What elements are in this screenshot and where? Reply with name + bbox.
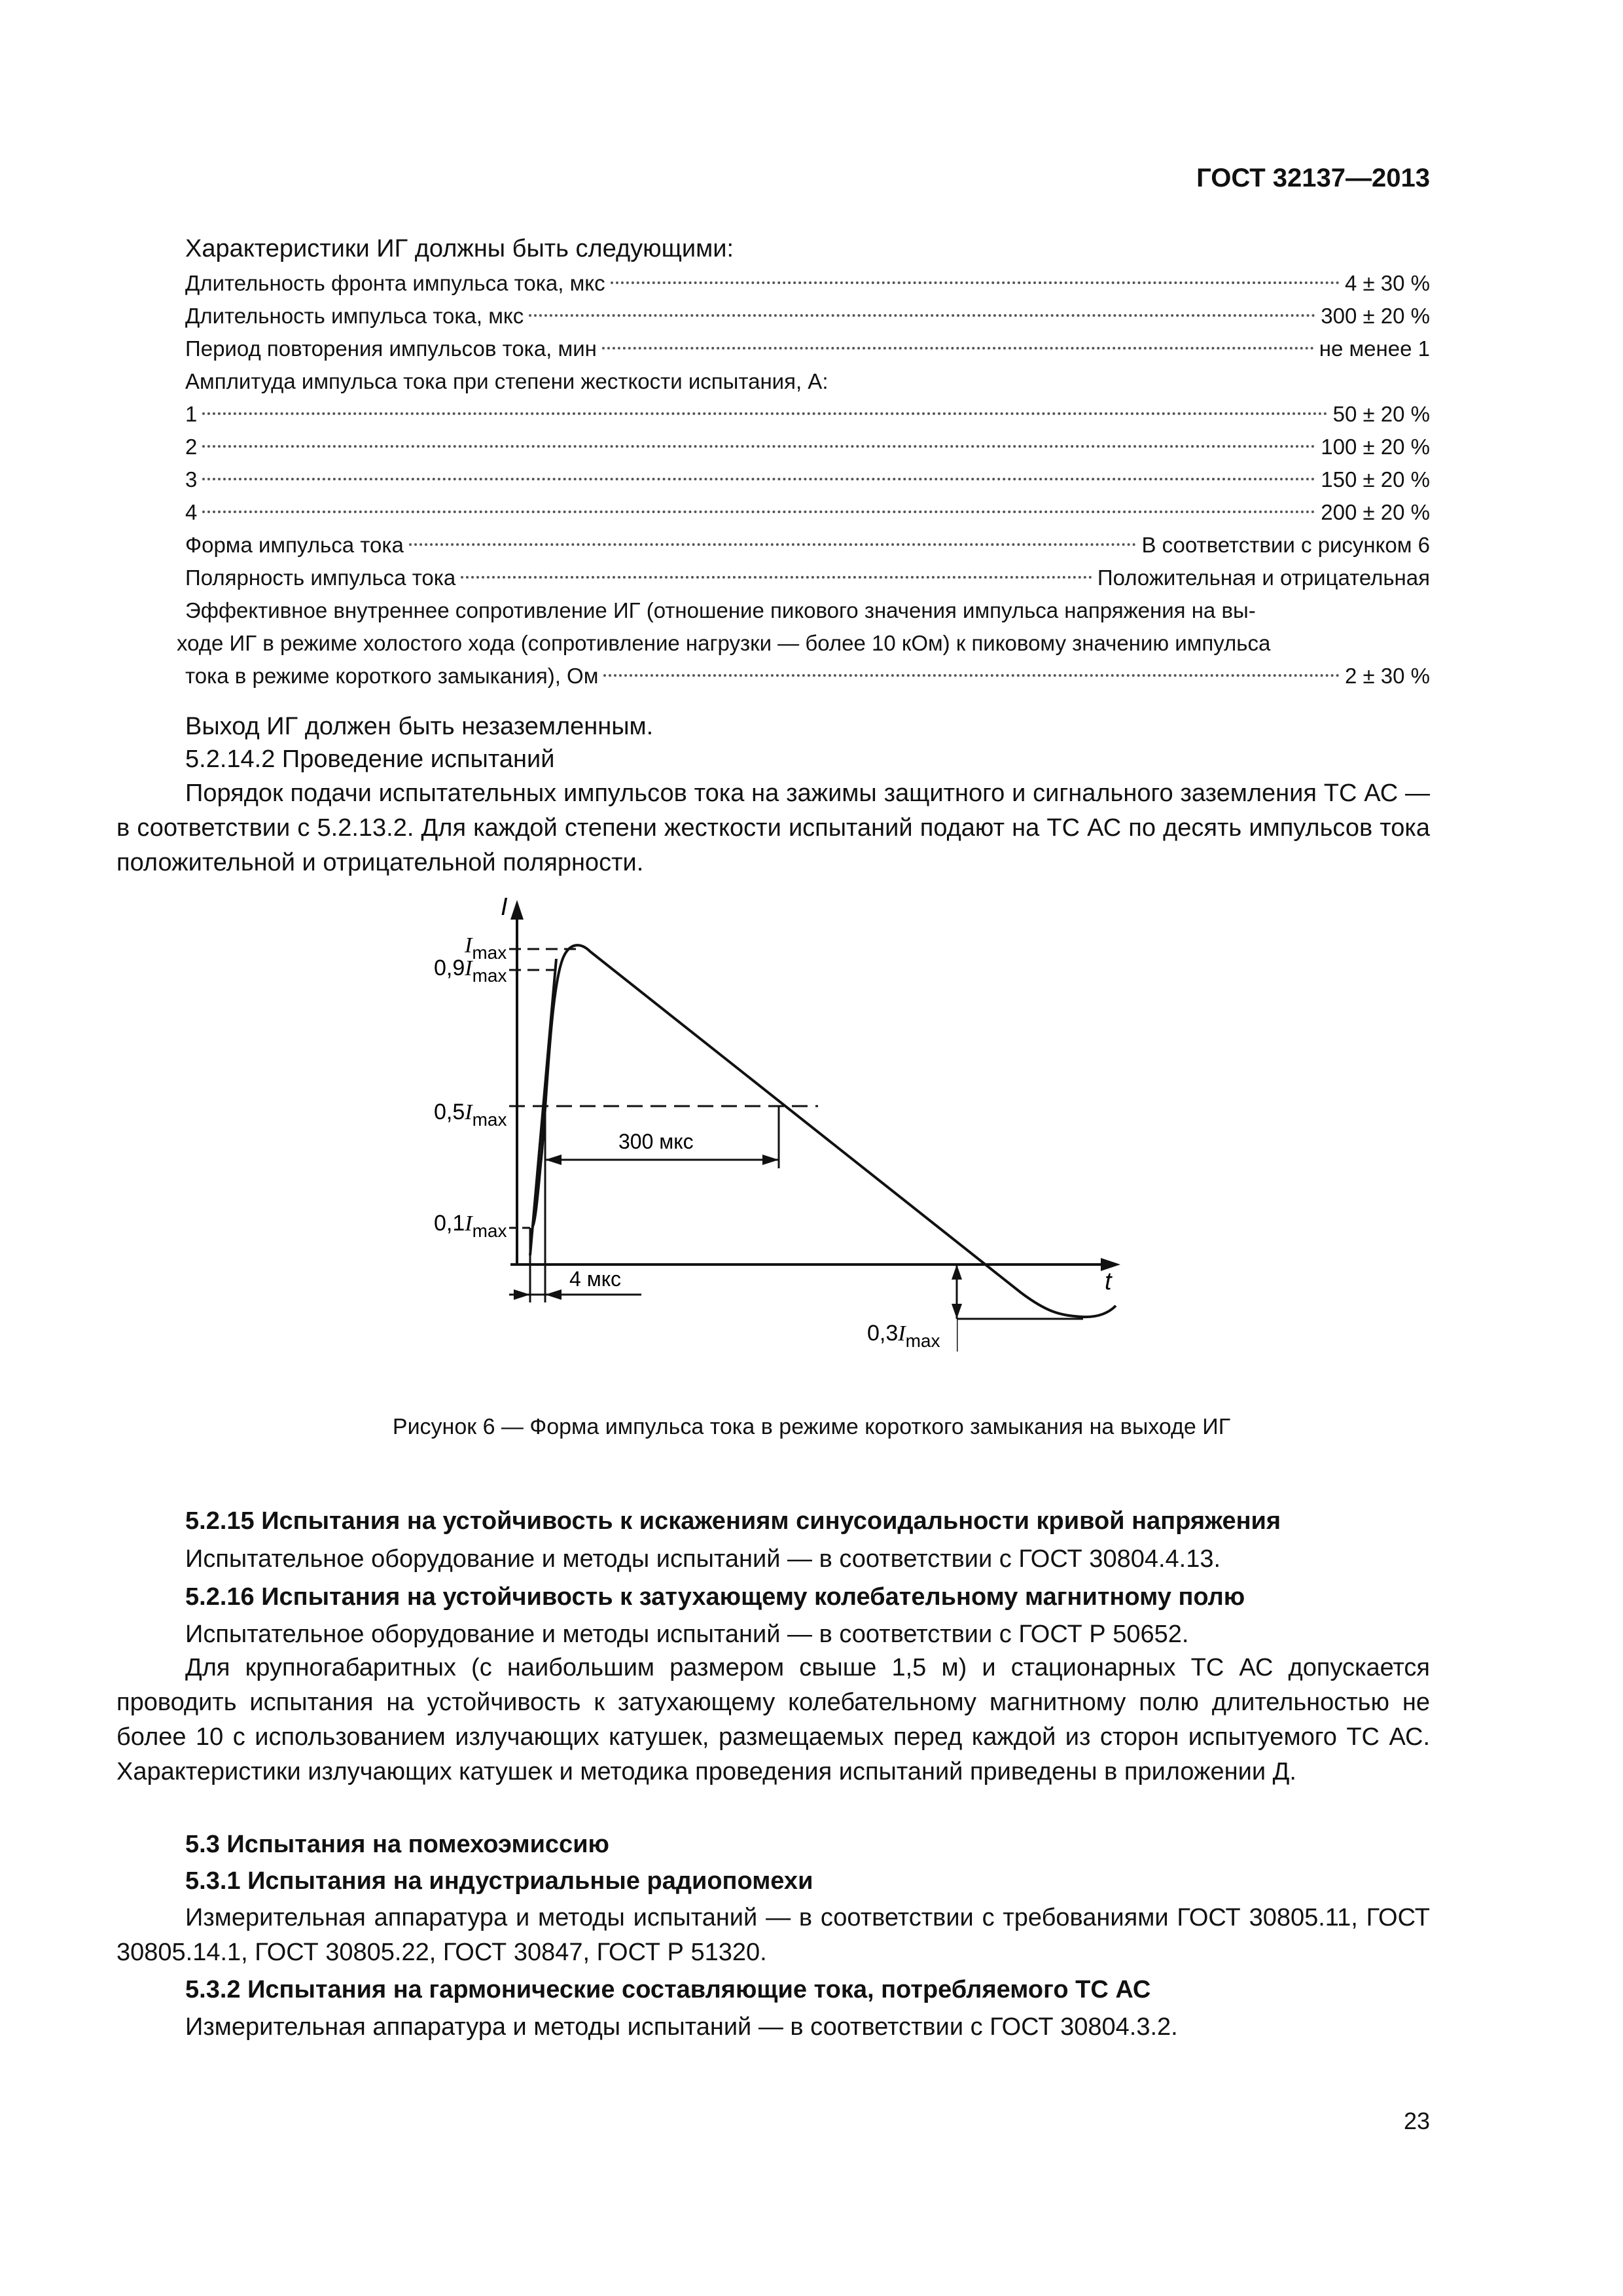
01-imax-label: $0,1I_{max}$ xyxy=(434,1211,507,1241)
section-5-2-16-paragraph: Для крупногабаритных (с наибольшим размером свыше 1,5 м) и стационарных ТС АС допускается проводить испытания на устойчивость к затухающему колебательному магнитному полю длительностью не более 10 с использованием излучающих катушек, размещаемых перед каждой из сторон испытуемого ТС АС. Характеристики излучающих катушек и методика проведения испытаний приведены в приложении Д. xyxy=(116,1654,1430,1785)
03-imax-label: $0,3I_{max}$ xyxy=(867,1321,940,1351)
spec-value: 2 ± 30 % xyxy=(1344,664,1430,688)
level-value: 100 ± 20 % xyxy=(1321,435,1430,459)
section-5-2-15-text: Испытательное оборудование и методы испытаний — в соответствии с ГОСТ 30804.4.13. xyxy=(185,1545,1221,1573)
05-imax-label: $0,5I_{max}$ xyxy=(434,1100,507,1130)
spec-label: Полярность импульса тока xyxy=(185,565,456,590)
resistance-line-2: ходе ИГ в режиме холостого хода (сопротивление нагрузки — более 10 кОм) к пиковому значению импульса xyxy=(177,631,1271,655)
03-arrow-up xyxy=(952,1265,962,1280)
spec-value: Положительная и отрицательная xyxy=(1097,565,1430,590)
level-label: 2 xyxy=(185,435,198,459)
09-imax-label: $0,9I_{max}$ xyxy=(434,956,507,986)
4us-arrow-left xyxy=(514,1289,530,1300)
level-value: 150 ± 20 % xyxy=(1321,467,1430,492)
spec-label: Длительность импульса тока, мкс xyxy=(185,304,524,328)
section-5-3-2-title: 5.3.2 Испытания на гармонические составляющие тока, потребляемого ТС АС xyxy=(185,1976,1151,2003)
300us-label: 300 мкс xyxy=(618,1130,694,1153)
spec-label: тока в режиме короткого замыкания), Ом xyxy=(185,664,599,688)
page-number: 23 xyxy=(1403,2108,1430,2134)
level-label: 1 xyxy=(185,402,198,426)
section-5-2-14-2: 5.2.14.2 Проведение испытаний xyxy=(185,745,555,773)
document-code: ГОСТ 32137—2013 xyxy=(1196,164,1430,192)
level-value: 50 ± 20 % xyxy=(1332,402,1430,426)
resistance-line-1: Эффективное внутреннее сопротивление ИГ (отношение пикового значения импульса напряжения на вы- xyxy=(185,598,1256,622)
spec-label: Форма импульса тока xyxy=(185,533,404,557)
300us-arrow-right xyxy=(762,1155,779,1165)
level-label: 4 xyxy=(185,500,198,524)
section-5-3-2-text: Измерительная аппаратура и методы испытаний — в соответствии с ГОСТ 30804.3.2. xyxy=(185,2013,1178,2041)
level-label: 3 xyxy=(185,467,198,492)
section-5-2-16-title: 5.2.16 Испытания на устойчивость к затухающему колебательному магнитному полю xyxy=(185,1583,1245,1611)
03-arrow-down xyxy=(952,1304,962,1319)
spec-value: не менее 1 xyxy=(1319,336,1430,361)
spec-value: В соответствии с рисунком 6 xyxy=(1141,533,1430,557)
section-5-3-1-title: 5.3.1 Испытания на индустриальные радиопомехи xyxy=(185,1867,813,1895)
y-axis-arrow xyxy=(510,900,524,920)
y-axis-label: I xyxy=(501,893,508,921)
section-5-3-1-text: Измерительная аппаратура и методы испытаний — в соответствии с требованиями ГОСТ 30805.11, ГОСТ 30805.14.1, ГОСТ 30805.22, ГОСТ 30847, ГОСТ Р 51320. xyxy=(116,1904,1430,1966)
x-axis-label: t xyxy=(1105,1268,1112,1295)
level-value: 200 ± 20 % xyxy=(1321,500,1430,524)
procedure-paragraph: Порядок подачи испытательных импульсов тока на зажимы защитного и сигнального заземления ТС АС — в соответствии с 5.2.13.2. Для каждой степени жесткости испытаний подают на ТС АС по десять импульсов тока положительной и отрицательной полярности. xyxy=(116,780,1430,876)
amplitude-label: Амплитуда импульса тока при степени жесткости испытания, А: xyxy=(185,369,829,393)
imax-label: $I_{max}$ xyxy=(465,933,507,963)
section-5-2-16-text: Испытательное оборудование и методы испытаний — в соответствии с ГОСТ Р 50652. xyxy=(185,1621,1189,1648)
300us-arrow-left xyxy=(545,1155,562,1165)
output-note: Выход ИГ должен быть незаземленным. xyxy=(185,713,654,740)
figure-caption: Рисунок 6 — Форма импульса тока в режиме короткого замыкания на выходе ИГ xyxy=(392,1414,1231,1439)
spec-value: 300 ± 20 % xyxy=(1321,304,1430,328)
4us-arrow-right xyxy=(545,1289,562,1300)
spec-value: 4 ± 30 % xyxy=(1344,271,1430,295)
4us-label: 4 мкс xyxy=(569,1267,622,1291)
section-5-2-15-title: 5.2.15 Испытания на устойчивость к искажениям синусоидальности кривой напряжения xyxy=(185,1507,1281,1535)
spec-label: Период повторения импульсов тока, мин xyxy=(185,336,597,361)
spec-label: Длительность фронта импульса тока, мкс xyxy=(185,271,605,295)
spec-intro: Характеристики ИГ должны быть следующими: xyxy=(185,235,734,262)
section-5-3-title: 5.3 Испытания на помехоэмиссию xyxy=(185,1831,610,1858)
